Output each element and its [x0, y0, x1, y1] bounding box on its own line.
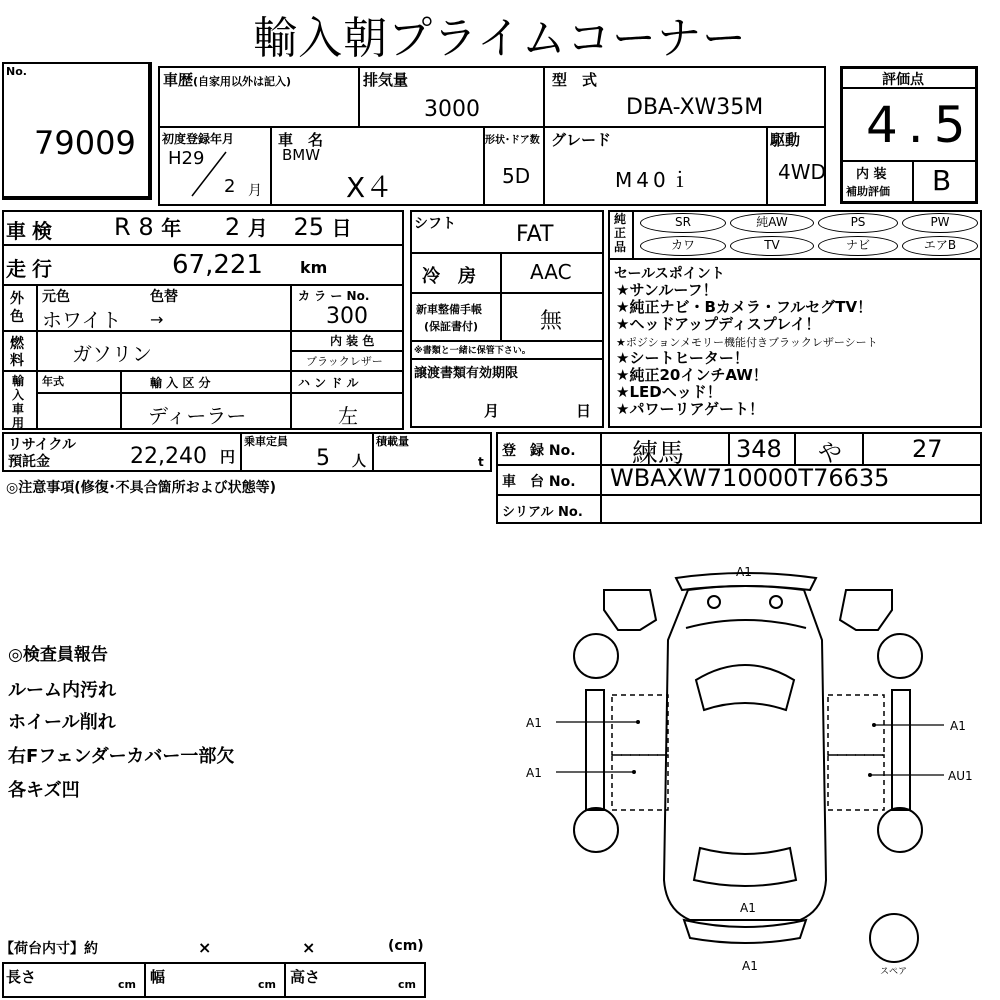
import-label-2: 入 — [12, 388, 25, 402]
first-reg-month: 2 — [224, 176, 236, 197]
color-change-label: 色替 — [150, 289, 178, 305]
chassis-label: 車 台 No. — [502, 474, 576, 490]
chassis-value: WBAXW710000T76635 — [610, 464, 890, 492]
report-line: ホイール削れ — [8, 712, 116, 733]
fuel-value: ガソリン — [72, 342, 152, 366]
car-name-label: 車 名 — [278, 131, 324, 149]
color-code-label: カ ラ ー No. — [298, 289, 370, 303]
equip-sunroof: SR — [640, 213, 726, 233]
cargo-unit: (cm) — [388, 938, 424, 954]
maint-note: ※書類と一緒に保管下さい。 — [414, 346, 531, 356]
fuel-label-2: 料 — [10, 353, 24, 369]
first-reg-month-unit: 月 — [248, 183, 262, 199]
lot-label: No. — [6, 65, 27, 78]
cargo-width-label: 幅 — [150, 968, 166, 986]
mileage-value: 67,221 — [172, 250, 263, 280]
drive-label: 駆動 — [770, 131, 801, 149]
color-label-2: 色 — [10, 309, 24, 325]
inspection-date: R 8 年 2 月 25 日 — [114, 213, 352, 241]
history-label: 車歴(自家用以外は記入) — [163, 71, 292, 89]
report-line: 各キズ凹 — [8, 780, 80, 801]
shift-value: FAT — [516, 222, 554, 247]
capacity-unit: 人 — [352, 454, 366, 470]
cargo-length-label: 長さ — [6, 968, 37, 986]
recycle-unit: 円 — [220, 448, 236, 466]
import-label-1: 輸 — [12, 374, 25, 388]
first-reg-year: H29 — [168, 148, 205, 169]
mark-rear-glass: A1 — [740, 901, 756, 915]
import-label-3: 車 — [12, 402, 25, 416]
interior-score-label-2: 補助評価 — [846, 185, 890, 198]
color-code: 300 — [326, 304, 368, 329]
cargo-width-cm: cm — [258, 978, 276, 991]
cargo-height-label: 高さ — [290, 968, 321, 986]
mark-rear-bottom: A1 — [742, 959, 758, 973]
sales-label: セールスポイント — [614, 266, 725, 282]
grade-label: グレード — [551, 131, 612, 149]
spare-label: スペア — [880, 967, 908, 977]
color-label-1: 外 — [10, 291, 24, 307]
page-title: 輸入朝プライムコーナー — [253, 13, 747, 64]
lot-number: 79009 — [34, 124, 136, 162]
capacity-value: 5 — [316, 446, 330, 471]
maint-value: 無 — [540, 309, 563, 334]
car-maker: BMW — [282, 146, 321, 164]
maint-label-2: (保証書付) — [424, 320, 479, 333]
load-unit: t — [478, 455, 484, 469]
sales-point: ★サンルーフ！ — [616, 281, 718, 299]
transfer-day-unit: 日 — [576, 402, 592, 420]
mileage-label: 走行 — [6, 257, 58, 281]
ac-value: AAC — [530, 260, 572, 284]
sales-point: ★純正20インチAW！ — [616, 366, 768, 384]
first-reg-slash — [188, 150, 228, 200]
shift-label: シフト — [414, 216, 456, 232]
mark-left-front: A1 — [526, 716, 542, 730]
interior-color-value: ブラックレザー — [306, 355, 383, 368]
score-label: 評価点 — [882, 72, 924, 88]
grade-value: M40ｉ — [615, 168, 694, 192]
sales-point: ★LEDヘッド！ — [616, 383, 722, 401]
fuel-label-1: 燃 — [10, 336, 24, 352]
registration-kana: や — [818, 439, 842, 467]
import-year-label: 年式 — [42, 375, 64, 388]
cargo-title: 【荷台内寸】約 — [0, 941, 98, 957]
color-orig-label: 元色 — [42, 289, 70, 305]
recycle-value: 22,240 — [130, 444, 207, 469]
model-label: 型 式 — [552, 71, 598, 89]
transfer-month-unit: 月 — [484, 402, 500, 420]
model-value: DBA-XW35M — [626, 95, 764, 120]
equip-pw: PW — [902, 213, 978, 233]
recycle-label-2: 預託金 — [8, 454, 50, 470]
color-arrow: → — [150, 310, 164, 329]
sales-point: ★シートヒーター！ — [616, 349, 749, 367]
equipment-label-1: 純 — [614, 212, 627, 226]
score-value: 4.5 — [866, 96, 976, 154]
inspection-label: 車検 — [6, 219, 58, 243]
interior-color-label: 内 装 色 — [330, 334, 375, 348]
report-title: ◎検査員報告 — [8, 645, 108, 665]
doors-label: 形状･ドア数 — [485, 135, 540, 146]
cargo-x1: × — [198, 938, 212, 957]
first-reg-label: 初度登録年月 — [162, 132, 235, 146]
import-handle-value: 左 — [338, 404, 358, 428]
sales-point: ★ヘッドアップディスプレイ！ — [616, 315, 821, 333]
recycle-label-1: リサイクル — [8, 437, 77, 453]
mark-front-top: A1 — [736, 565, 752, 579]
ac-label: 冷 房 — [422, 266, 476, 287]
equip-tv: TV — [730, 236, 814, 256]
drive-value: 4WD — [778, 160, 826, 184]
capacity-label: 乗車定員 — [244, 435, 288, 448]
sales-point: ★純正ナビ・Bカメラ・フルセグTV！ — [616, 298, 873, 316]
equip-ps: PS — [818, 213, 898, 233]
import-type-value: ディーラー — [148, 404, 247, 428]
car-damage-diagram — [500, 550, 995, 990]
import-label-4: 用 — [12, 416, 25, 430]
maint-label-1: 新車整備手帳 — [416, 303, 482, 316]
equipment-label-3: 品 — [614, 240, 627, 254]
transfer-label: 譲渡書類有効期限 — [414, 366, 519, 381]
equipment-label-2: 正 — [614, 226, 627, 240]
mark-right-rear: AU1 — [948, 769, 973, 783]
cargo-x2: × — [302, 938, 316, 957]
doors-value: 5D — [502, 164, 531, 188]
load-label: 積載量 — [376, 435, 409, 448]
registration-office: 練馬 — [632, 439, 685, 469]
interior-score-label-1: 内 装 — [856, 167, 887, 182]
sales-point: ★ポジションメモリー機能付きブラックレザーシート — [616, 336, 878, 349]
mileage-unit: km — [300, 258, 328, 277]
mark-left-rear: A1 — [526, 766, 542, 780]
cargo-length-cm: cm — [118, 978, 136, 991]
equip-navi: ナビ — [818, 236, 898, 256]
import-type-label: 輸 入 区 分 — [150, 376, 211, 390]
registration-class: 348 — [736, 435, 782, 463]
registration-number: 27 — [912, 435, 943, 463]
registration-label: 登 録 No. — [502, 443, 576, 459]
equip-genuine-aw: 純AW — [730, 213, 814, 233]
serial-label: シリアル No. — [502, 505, 583, 520]
notes-title: ◎注意事項(修復･不具合箇所および状態等) — [6, 480, 277, 496]
car-name-value: X４ — [346, 171, 394, 204]
equip-airbag: エアB — [902, 236, 978, 256]
displacement-label: 排気量 — [363, 71, 409, 89]
cargo-height-cm: cm — [398, 978, 416, 991]
color-value: ホワイト — [42, 308, 122, 332]
sales-point: ★パワーリアゲート！ — [616, 400, 764, 418]
import-handle-label: ハ ン ド ル — [298, 376, 359, 390]
report-line: 右Fフェンダーカバー一部欠 — [8, 746, 235, 767]
report-line: ルーム内汚れ — [8, 680, 116, 701]
mark-right-front: A1 — [950, 719, 966, 733]
interior-score-value: B — [932, 164, 952, 197]
cargo-table — [2, 962, 426, 998]
displacement-value: 3000 — [424, 97, 480, 122]
equip-leather: カワ — [640, 236, 726, 256]
